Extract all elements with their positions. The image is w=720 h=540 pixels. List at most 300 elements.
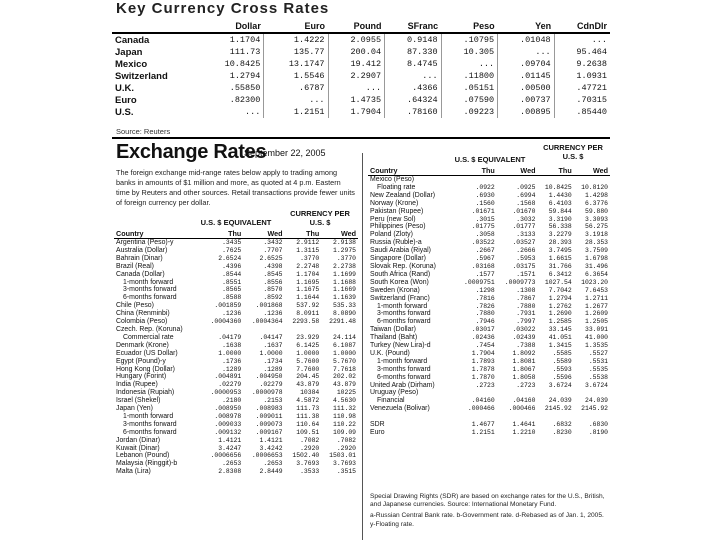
table-row [368, 271, 610, 279]
rate-cell: 41.051 [548, 334, 572, 342]
rate-cell: .1734 [263, 357, 283, 365]
rate-cell: 0.9148 [385, 33, 442, 46]
table-row [368, 382, 610, 390]
country-name: SDR [370, 421, 385, 429]
rate-cell: .3058 [475, 231, 495, 239]
rate-cell: .0006656 [210, 452, 242, 460]
rate-cell: 202.02 [332, 373, 356, 381]
rate-cell: 1.0000 [296, 349, 320, 357]
rate-cell: 1.2794 [200, 70, 263, 82]
rate-cell: 8.0890 [332, 310, 356, 318]
rate-cell: .5967 [475, 255, 495, 263]
rate-cell: 23.929 [296, 333, 320, 341]
country-name: 3-months forward [377, 310, 431, 318]
table-row [368, 192, 610, 200]
table-row [368, 287, 610, 295]
country-name: Israel (Shekel) [116, 397, 161, 405]
rate-cell: 1.7870 [471, 373, 495, 381]
rate-cell: 1.4677 [471, 421, 495, 429]
rate-cell: .2153 [263, 397, 283, 405]
col-wed-usd: Wed [497, 165, 538, 176]
rate-cell: .1637 [263, 341, 283, 349]
rate-cell: 3.3190 [548, 215, 572, 223]
rate-cell: 24.114 [332, 333, 356, 341]
country-name: Norway (Krone) [370, 199, 419, 207]
rate-cell: .85440 [576, 107, 607, 117]
rate-cell: 1.8081 [512, 357, 536, 365]
rate-cell: ... [591, 35, 607, 45]
col-country: Country [368, 165, 456, 176]
country-name [368, 413, 456, 421]
rate-cell: .6830 [588, 421, 608, 429]
country-name: 1-month forward [377, 357, 428, 365]
rate-cell: ... [328, 82, 385, 94]
rate-cell: .8556 [263, 278, 283, 286]
rate-cell: 3.7693 [296, 460, 320, 468]
country-name: 6-months forward [123, 294, 177, 302]
exchange-rates-date: September 22, 2005 [244, 148, 326, 158]
rate-cell: 43.879 [296, 381, 320, 389]
rate-cell: .004950 [255, 373, 283, 381]
col-thu-per: Thu [285, 228, 322, 239]
rate-cell: .2180 [222, 397, 242, 405]
rate-cell: .7826 [475, 302, 495, 310]
rate-cell [285, 326, 322, 334]
rate-cell: 9.2638 [576, 59, 607, 69]
rate-cell: 10.8425 [544, 183, 572, 191]
rate-cell: .78160 [385, 106, 442, 118]
rate-cell: 33.091 [584, 326, 608, 334]
rate-cell: 3.6724 [584, 381, 608, 389]
rate-cell: .02279 [259, 381, 283, 389]
rate-cell: 6.1425 [296, 341, 320, 349]
footnote: Special Drawing Rights (SDR) are based on exchange rates for the U.S., British, and Japanese currencies. Source: International Monetary Fund. [370, 493, 605, 509]
rate-cell: 2.2748 [296, 262, 320, 270]
rate-cell: .8544 [222, 270, 242, 278]
rate-cell: 1.0000 [218, 349, 242, 357]
country-name: Egypt (Pound)-y [116, 357, 166, 365]
rate-cell: 1.7904 [471, 349, 495, 357]
rate-cell [243, 326, 284, 334]
country-name: Taiwan (Dollar) [370, 326, 416, 334]
cross-col-header: Pound [328, 20, 385, 33]
rate-cell: 10225 [336, 389, 356, 397]
rate-cell: 10.305 [441, 46, 498, 58]
table-row [368, 374, 610, 382]
rate-cell: .2723 [516, 381, 536, 389]
rate-cell: .8565 [222, 286, 242, 294]
row-country: U.K. [115, 82, 134, 94]
table-row [114, 405, 358, 413]
rate-cell: 31.766 [548, 262, 572, 270]
rate-cell: .01671 [471, 207, 495, 215]
rate-cell: .3435 [222, 239, 242, 246]
rate-cell: 1.2711 [584, 294, 608, 302]
country-name: Indonesia (Rupiah) [116, 389, 175, 397]
rate-cell: .2653 [222, 460, 242, 468]
rate-cell: 1027.54 [544, 278, 572, 286]
rate-cell: 95.464 [576, 47, 607, 57]
rate-cell: .0925 [516, 183, 536, 191]
rate-cell: 2291.48 [329, 318, 356, 326]
country-name: Hong Kong (Dollar) [116, 365, 175, 373]
rate-cell: ... [264, 94, 328, 106]
table-row [368, 239, 610, 247]
rate-cell: 110.64 [296, 420, 320, 428]
table-row [114, 389, 358, 397]
country-name: Sweden (Krona) [370, 286, 420, 294]
country-name: Peru (new Sol) [370, 215, 416, 223]
rate-cell: 2.9138 [332, 239, 356, 246]
table-row [368, 279, 610, 287]
rate-cell: .001868 [255, 302, 283, 310]
rate-cell: .00895 [498, 106, 555, 118]
rate-cell: .004891 [214, 373, 242, 381]
rate-cell: .07590 [441, 94, 498, 106]
rate-cell: 3.6724 [548, 381, 572, 389]
table-row [114, 452, 358, 460]
rate-cell: .008978 [214, 412, 242, 420]
footnote: a-Russian Central Bank rate. b-Government rate. d-Rebased as of Jan. 1, 2005. y-Floating rate. [370, 512, 604, 528]
table-row [368, 231, 610, 239]
rate-cell: .6787 [264, 82, 328, 94]
rate-cell: .7082 [300, 436, 320, 444]
country-name: Czech. Rep. (Koruna) [116, 325, 183, 333]
table-row [368, 176, 610, 184]
rate-cell: 1.2585 [548, 318, 572, 326]
table-row [114, 342, 358, 350]
table-row [114, 366, 358, 374]
rate-cell: 111.38 [296, 412, 320, 420]
rate-cell: .2920 [336, 444, 356, 452]
rate-cell: 109.09 [332, 428, 356, 436]
rate-cell: .2723 [475, 381, 495, 389]
rate-cell [574, 176, 610, 184]
rate-cell: 3.2279 [548, 231, 572, 239]
rate-cell: .00737 [498, 94, 555, 106]
rate-cell: 43.879 [332, 381, 356, 389]
rate-cell: .7454 [475, 342, 495, 350]
rate-cell: .008950 [214, 405, 242, 413]
rate-cell: .6832 [552, 421, 572, 429]
rate-cell [537, 176, 573, 184]
rate-cell: .1571 [516, 270, 536, 278]
rate-cell: .009073 [255, 420, 283, 428]
rate-cell: .4396 [222, 262, 242, 270]
country-name: 1-month forward [123, 278, 174, 286]
rate-cell: .8551 [222, 278, 242, 286]
rate-cell: 1.0000 [259, 349, 283, 357]
country-name: 3-months forward [377, 365, 431, 373]
table-row [368, 350, 610, 358]
country-name: Jordan (Dinar) [116, 436, 161, 444]
rate-cell: 1.8058 [512, 373, 536, 381]
rate-cell: .0006653 [251, 452, 283, 460]
table-row [368, 247, 610, 255]
country-name: Kuwait (Dinar) [116, 444, 160, 452]
rate-cell: .0000978 [251, 389, 283, 397]
table-row [114, 397, 358, 405]
rate-cell: 3.7495 [548, 247, 572, 255]
rate-cell: .03022 [512, 326, 536, 334]
rate-cell: .01777 [512, 223, 536, 231]
rate-cell: 3.4247 [218, 444, 242, 452]
rate-cell: .7997 [516, 318, 536, 326]
rate-cell [497, 413, 538, 421]
col-thu-per: Thu [537, 165, 573, 176]
rate-cell: .3770 [300, 254, 320, 262]
rate-cell: .2666 [516, 247, 536, 255]
rate-cell: .5531 [588, 357, 608, 365]
rate-cell: .55850 [200, 82, 263, 94]
rate-cell: .8588 [222, 294, 242, 302]
country-name: Malaysia (Ringgit)-b [116, 460, 178, 468]
row-country: Japan [115, 46, 143, 58]
rate-cell: ... [200, 106, 263, 118]
rate-cell: .1560 [475, 199, 495, 207]
rate-cell: .8592 [263, 294, 283, 302]
rate-cell: 1.3415 [548, 342, 572, 350]
rate-cell: .7625 [222, 246, 242, 254]
rate-cell: .01145 [498, 70, 555, 82]
rate-cell: 4.5630 [332, 397, 356, 405]
rate-cell: .7880 [516, 302, 536, 310]
rate-cell: 200.04 [328, 46, 385, 58]
table-row [368, 223, 610, 231]
row-country: Canada [115, 34, 150, 46]
rate-cell: .1298 [475, 286, 495, 294]
country-name: Ecuador (US Dollar) [116, 349, 178, 357]
table-row [114, 413, 358, 421]
rate-cell: 3.1918 [584, 231, 608, 239]
country-name: Colombia (Peso) [116, 318, 168, 326]
rate-cell: 6.4103 [548, 199, 572, 207]
country-name: New Zealand (Dollar) [370, 191, 436, 199]
rate-cell: 2145.92 [581, 405, 608, 413]
rate-cell: .009167 [255, 428, 283, 436]
rate-cell: 2.8449 [259, 468, 283, 476]
rate-cell: 135.77 [264, 46, 328, 58]
row-country: Euro [115, 94, 137, 106]
rate-cell: .5535 [588, 365, 608, 373]
rate-cell: 3.7509 [584, 247, 608, 255]
rate-cell: 1023.20 [581, 278, 608, 286]
rate-cell: .3133 [516, 231, 536, 239]
country-name: 3-months forward [123, 420, 177, 428]
country-name: Floating rate [377, 183, 416, 191]
rate-cell: 1.2151 [264, 106, 328, 118]
table-row [368, 200, 610, 208]
table-row [112, 94, 610, 106]
table-row [114, 263, 358, 271]
rate-cell: .0009773 [504, 278, 536, 286]
rate-cell: .7931 [516, 310, 536, 318]
newspaper-page [112, 0, 612, 540]
table-row [114, 279, 358, 287]
col-thu-usd: Thu [202, 228, 243, 239]
rate-cell: .1577 [475, 270, 495, 278]
country-name: Venezuela (Bolivar) [370, 405, 430, 413]
rate-cell: .5593 [552, 365, 572, 373]
country-name: Financial [377, 397, 405, 405]
rate-cell: 1.2975 [332, 246, 356, 254]
rate-cell: 31.496 [584, 262, 608, 270]
cross-corner-header [112, 20, 200, 33]
rate-cell: 1.4121 [259, 436, 283, 444]
country-name: Russia (Ruble)-a [370, 239, 422, 247]
country-name: Euro [370, 428, 385, 436]
rate-cell: 1.5546 [264, 70, 328, 82]
rate-cell: .3770 [336, 254, 356, 262]
rate-cell: 7.7618 [332, 365, 356, 373]
rate-cell [497, 389, 538, 397]
rate-cell: 2.6524 [218, 254, 242, 262]
country-name: Mexico (Peso) [370, 176, 415, 183]
table-row [114, 318, 358, 326]
rate-cell: .03527 [512, 239, 536, 247]
rate-cell: 6.3776 [584, 199, 608, 207]
table-row [114, 255, 358, 263]
rate-cell: 1.4430 [548, 191, 572, 199]
country-name: Australia (Dollar) [116, 246, 168, 254]
rate-cell: .6930 [475, 191, 495, 199]
right-usd-equivalent-header: U.S. $ EQUIVALENT [454, 155, 526, 164]
rate-cell: .7946 [475, 318, 495, 326]
rate-cell: .008983 [255, 405, 283, 413]
rate-cell: 1.2505 [584, 318, 608, 326]
rate-cell: 87.330 [385, 46, 442, 58]
country-name: Argentina (Peso)-y [116, 239, 174, 246]
rate-cell: .7880 [475, 310, 495, 318]
cross-col-header: Euro [264, 20, 328, 33]
rate-cell: .1638 [222, 341, 242, 349]
table-row [368, 184, 610, 192]
country-name: Canada (Dollar) [116, 270, 165, 278]
rate-cell: .04179 [218, 333, 242, 341]
country-name: 3-months forward [123, 286, 177, 294]
rate-cell: 1.1639 [332, 294, 356, 302]
rate-cell: 7.6453 [584, 286, 608, 294]
table-row [368, 429, 610, 437]
table-row [368, 295, 610, 303]
table-row [114, 294, 358, 302]
country-name: Lebanon (Pound) [116, 452, 170, 460]
rate-cell: 2.0955 [328, 33, 385, 46]
rate-cell: .0004364 [251, 318, 283, 326]
table-row [114, 358, 358, 366]
table-row [114, 326, 358, 334]
rate-cell: .0922 [475, 183, 495, 191]
rate-cell: .8545 [263, 270, 283, 278]
rate-cell: .05151 [441, 82, 498, 94]
rate-cell: 1.0931 [576, 71, 607, 81]
rate-cell: 59.880 [584, 207, 608, 215]
rate-cell: 24.039 [548, 397, 572, 405]
table-row [368, 263, 610, 271]
rate-cell: .11800 [441, 70, 498, 82]
rate-cell: .47721 [576, 83, 607, 93]
rate-cell: 3.7693 [332, 460, 356, 468]
rate-cell: 6.3654 [584, 270, 608, 278]
rate-cell: .00500 [498, 82, 555, 94]
table-row [112, 58, 610, 70]
rate-cell: .64324 [385, 94, 442, 106]
rate-cell: .03168 [471, 262, 495, 270]
table-row [368, 303, 610, 311]
rate-cell: 1.1688 [332, 278, 356, 286]
rate-cell: 1.1675 [296, 286, 320, 294]
rate-cell: .2920 [300, 444, 320, 452]
country-name: India (Rupee) [116, 381, 158, 389]
rate-cell: .5527 [588, 349, 608, 357]
rate-cell [456, 176, 497, 184]
rate-cell: .4366 [385, 82, 442, 94]
rate-cell: .03522 [471, 239, 495, 247]
rate-cell [537, 413, 573, 421]
country-name: Singapore (Dollar) [370, 255, 426, 263]
rate-cell: 41.000 [584, 334, 608, 342]
rate-cell: .0000953 [210, 389, 242, 397]
rate-cell: .01048 [498, 33, 555, 46]
table-row [114, 445, 358, 453]
rate-cell: .7707 [263, 246, 283, 254]
rate-cell: 19.412 [328, 58, 385, 70]
rate-cell: .3432 [263, 239, 283, 246]
country-name: Denmark (Krone) [116, 341, 169, 349]
table-row [368, 342, 610, 350]
rate-cell: 1.1669 [332, 286, 356, 294]
rate-cell: 28.393 [548, 239, 572, 247]
cross-col-header: SFranc [385, 20, 442, 33]
rate-cell: ... [441, 58, 498, 70]
cross-col-header: Peso [441, 20, 498, 33]
rate-cell: 1503.01 [329, 452, 356, 460]
row-country: Mexico [115, 58, 148, 70]
rate-cell: 2.8308 [218, 468, 242, 476]
rate-cell: .2667 [475, 247, 495, 255]
country-name: Slovak Rep. (Koruna) [370, 262, 436, 270]
country-name: Chile (Peso) [116, 302, 154, 310]
rate-cell: .01670 [512, 207, 536, 215]
country-name: Commercial rate [123, 333, 174, 341]
cross-rates-title: Key Currency Cross Rates [116, 0, 330, 17]
rate-cell: .5585 [552, 349, 572, 357]
rate-cell: .7816 [475, 294, 495, 302]
country-name: Saudi Arabia (Riyal) [370, 247, 431, 255]
rate-cell: 537.92 [296, 302, 320, 310]
rate-cell: .04147 [259, 333, 283, 341]
table-row [114, 334, 358, 342]
table-row [114, 373, 358, 381]
rate-cell [497, 176, 538, 184]
table-row [114, 247, 358, 255]
rate-cell: 8.4745 [385, 58, 442, 70]
table-row [114, 302, 358, 310]
column-divider [362, 153, 363, 540]
rate-cell: .5538 [588, 373, 608, 381]
rate-cell: .4398 [263, 262, 283, 270]
rate-cell: 1.1699 [332, 270, 356, 278]
table-row [114, 381, 358, 389]
rate-cell: 1.3115 [296, 246, 320, 254]
country-name: South Africa (Rand) [370, 270, 431, 278]
rate-cell: .1236 [222, 310, 242, 318]
rate-cell: 4.5872 [296, 397, 320, 405]
table-row [114, 310, 358, 318]
rate-cell: .7867 [516, 294, 536, 302]
rate-cell: ... [385, 70, 442, 82]
table-row [368, 389, 610, 397]
